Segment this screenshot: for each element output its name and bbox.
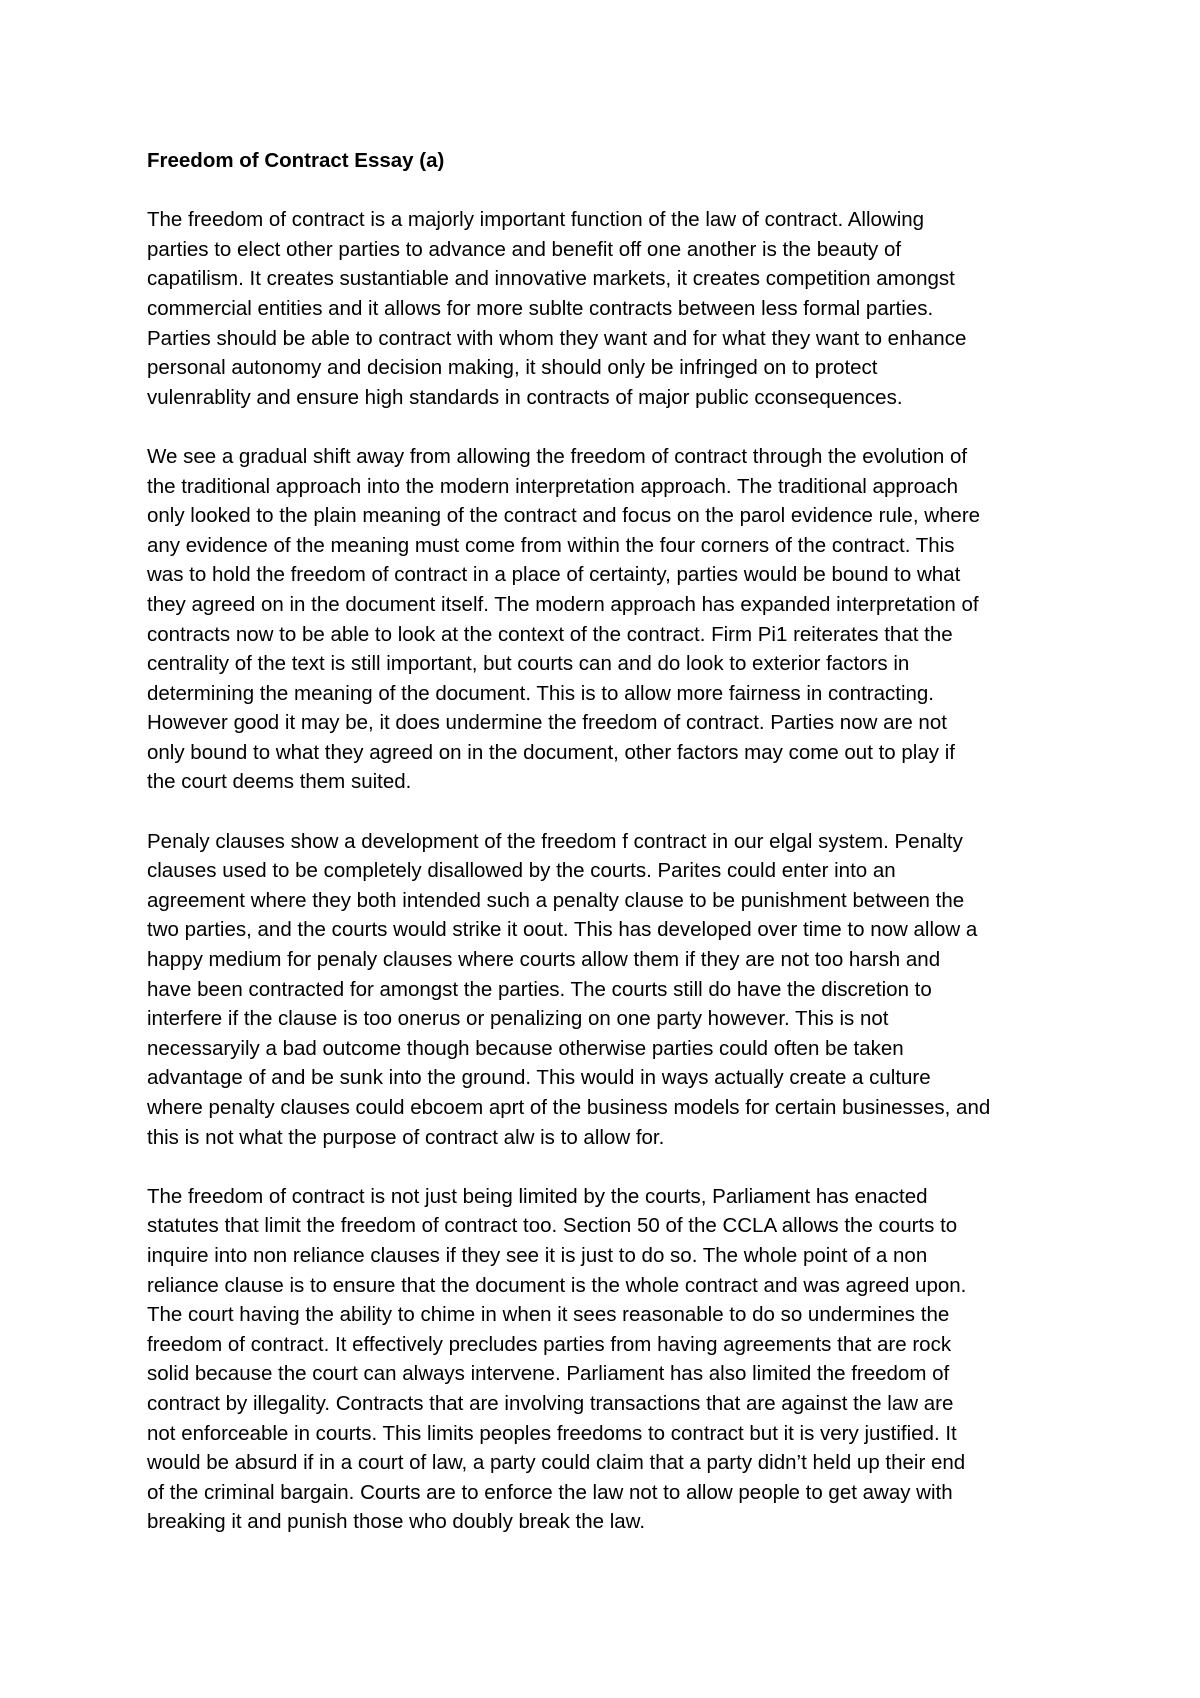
paragraph-line: where penalty clauses could ebcoem aprt of the business models for certain businesses, and [147,1096,991,1119]
paragraph-line: happy medium for penaly clauses where courts allow them if they are not too harsh and [147,948,941,972]
paragraph-line: two parties, and the courts would strike it oout. This has developed over time to now allow a [147,918,978,942]
paragraph-line: reliance clause is to ensure that the document is the whole contract and was agreed upon. [147,1273,967,1297]
paragraph-line: commercial entities and it allows for more sublte contracts between less formal parties. [147,296,934,320]
paragraph-line: this is not what the purpose of contract alw is to allow for. [147,1125,665,1149]
paragraph-line: vulenrablity and ensure high standards in contracts of major public cconsequences. [147,385,903,409]
paragraph-line: solid because the court can always intervene. Parliament has also limited the freedom of [147,1362,950,1386]
paragraph-line: contracts now to be able to look at the context of the contract. Firm Pi1 reiterates that the [147,622,953,646]
paragraph-line: clauses used to be completely disallowed by the courts. Parites could enter into an [147,859,896,883]
paragraph-line: the traditional approach into the modern interpretation approach. The traditional approach [147,474,959,498]
paragraph-line: The court having the ability to chime in when it sees reasonable to do so undermines the [147,1303,950,1327]
paragraph-line: However good it may be, it does undermine the freedom of contract. Parties now are not [147,711,947,735]
paragraph-line: Parties should be able to contract with whom they want and for what they want to enhance [147,326,967,350]
paragraph-line: centrality of the text is still important, but courts can and do look to exterior factors in [147,652,910,676]
paragraph-line: would be absurd if in a court of law, a party could claim that a party didn’t held up their end [147,1451,966,1475]
paragraph-line: The freedom of contract is not just being limited by the courts, Parliament has enacted [147,1184,928,1208]
paragraph-line: contract by illegality. Contracts that are involving transactions that are against the law are [147,1391,954,1415]
paragraph-4 [147,1182,1077,1537]
paragraph-line: of the criminal bargain. Courts are to enforce the law not to allow people to get away with [147,1480,953,1504]
paragraph-line: interfere if the clause is too onerus or penalizing on one party however. This is not [147,1007,889,1031]
essay-paragraphs [147,205,1077,1537]
document-body [147,146,1077,1567]
paragraph-line: breaking it and punish those who doubly break the law. [147,1510,646,1534]
paragraph-line: The freedom of contract is a majorly important function of the law of contract. Allowing [147,208,925,232]
paragraph-1 [147,205,1077,412]
paragraph-line: advantage of and be sunk into the ground. This would in ways actually create a culture [147,1066,931,1090]
paragraph-line: We see a gradual shift away from allowing the freedom of contract through the evolution of [147,444,968,468]
paragraph-line: freedom of contract. It effectively precludes parties from having agreements that are rock [147,1332,952,1356]
paragraph-line: parties to elect other parties to advance and benefit off one another is the beauty of [147,237,902,261]
paragraph-line: inquire into non reliance clauses if they see it is just to do so. The whole point of a non [147,1243,928,1267]
paragraph-line: any evidence of the meaning must come from within the four corners of the contract. This [147,533,955,557]
paragraph-line: statutes that limit the freedom of contract too. Section 50 of the CCLA allows the courts to [147,1214,958,1238]
paragraph-2 [147,442,1077,797]
paragraph-line: determining the meaning of the document. This is to allow more fairness in contracting. [147,681,934,705]
paragraph-3 [147,827,1077,1153]
paragraph-line: was to hold the freedom of contract in a place of certainty, parties would be bound to what [147,563,961,587]
paragraph-line: the court deems them suited. [147,770,412,794]
paragraph-line: capatilism. It creates sustantiable and innovative markets, it creates competition amongst [147,267,955,291]
paragraph-line: personal autonomy and decision making, it should only be infringed on to protect [147,356,878,380]
paragraph-line: only looked to the plain meaning of the contract and focus on the parol evidence rule, where [147,504,981,528]
paragraph-line: only bound to what they agreed on in the document, other factors may come out to play if [147,740,955,764]
paragraph-line: necessaryily a bad outcome though because otherwise parties could often be taken [147,1036,904,1060]
essay-title: Freedom of Contract Essay (a) [147,149,445,172]
paragraph-line: have been contracted for amongst the parties. The courts still do have the discretion to [147,977,932,1001]
paragraph-line: agreement where they both intended such a penalty clause to be punishment between the [147,888,965,912]
paragraph-line: Penaly clauses show a development of the freedom f contract in our elgal system. Penalty [147,829,963,853]
paragraph-line: they agreed on in the document itself. The modern approach has expanded interpretation of [147,592,979,616]
paragraph-line: not enforceable in courts. This limits peoples freedoms to contract but it is very justified. It [147,1421,957,1445]
